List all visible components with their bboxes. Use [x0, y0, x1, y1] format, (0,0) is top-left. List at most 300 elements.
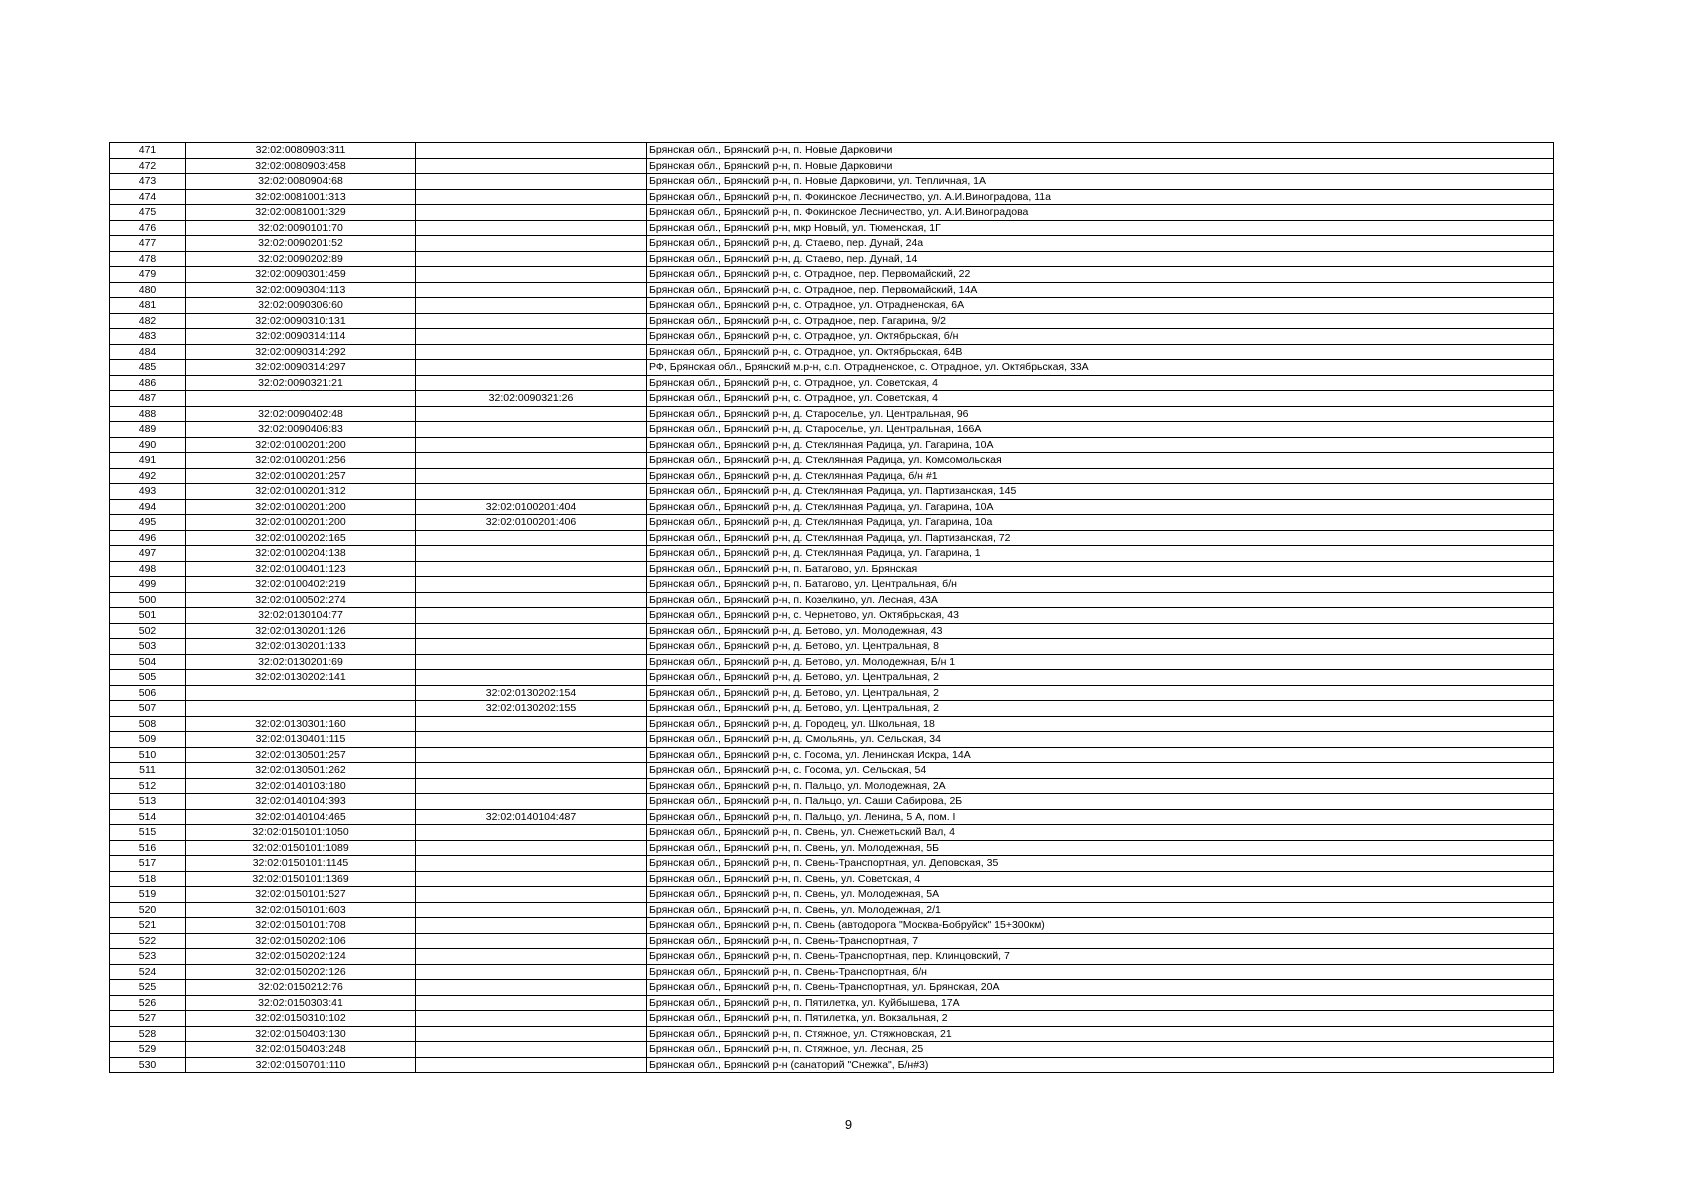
related-cadastral-number-cell	[416, 933, 647, 949]
address-cell: Брянская обл., Брянский р-н, п. Свень, ул. Молодежная, 5А	[647, 887, 1554, 903]
address-cell: Брянская обл., Брянский р-н, мкр Новый, ул. Тюменская, 1Г	[647, 220, 1554, 236]
table-row	[110, 995, 1554, 1011]
address-cell: Брянская обл., Брянский р-н, п. Новые Дарковичи	[647, 143, 1554, 159]
related-cadastral-number-cell	[416, 763, 647, 779]
table-row	[110, 515, 1554, 531]
related-cadastral-number-cell	[416, 902, 647, 918]
address-cell: Брянская обл., Брянский р-н, с. Отрадное, ул. Советская, 4	[647, 375, 1554, 391]
cadastral-number-cell: 32:02:0100201:312	[186, 484, 416, 500]
cadastral-number-cell: 32:02:0100402:219	[186, 577, 416, 593]
table-row	[110, 670, 1554, 686]
related-cadastral-number-cell	[416, 794, 647, 810]
address-cell: Брянская обл., Брянский р-н, д. Смольянь, ул. Сельская, 34	[647, 732, 1554, 748]
table-row	[110, 298, 1554, 314]
table-row	[110, 964, 1554, 980]
row-number-cell: 484	[110, 344, 186, 360]
cadastral-number-cell: 32:02:0100401:123	[186, 561, 416, 577]
address-cell: Брянская обл., Брянский р-н, п. Батагово, ул. Центральная, б/н	[647, 577, 1554, 593]
related-cadastral-number-cell	[416, 856, 647, 872]
address-cell: РФ, Брянская обл., Брянский м.р-н, с.п. Отрадненское, с. Отрадное, ул. Октябрьская, 33А	[647, 360, 1554, 376]
address-cell: Брянская обл., Брянский р-н, д. Староселье, ул. Центральная, 166А	[647, 422, 1554, 438]
cadastral-number-cell: 32:02:0150101:1145	[186, 856, 416, 872]
cadastral-number-cell: 32:02:0090321:21	[186, 375, 416, 391]
cadastral-number-cell: 32:02:0140104:465	[186, 809, 416, 825]
address-cell: Брянская обл., Брянский р-н, с. Чернетово, ул. Октябрьская, 43	[647, 608, 1554, 624]
row-number-cell: 522	[110, 933, 186, 949]
table-row	[110, 654, 1554, 670]
cadastral-number-cell: 32:02:0090201:52	[186, 236, 416, 252]
row-number-cell: 519	[110, 887, 186, 903]
related-cadastral-number-cell	[416, 623, 647, 639]
table-row	[110, 918, 1554, 934]
address-cell: Брянская обл., Брянский р-н, д. Бетово, ул. Центральная, 2	[647, 670, 1554, 686]
cadastral-number-cell: 32:02:0090306:60	[186, 298, 416, 314]
related-cadastral-number-cell	[416, 778, 647, 794]
address-cell: Брянская обл., Брянский р-н, с. Отрадное, ул. Советская, 4	[647, 391, 1554, 407]
cadastral-number-cell: 32:02:0150310:102	[186, 1011, 416, 1027]
table-body	[110, 143, 1554, 1073]
table-row	[110, 437, 1554, 453]
address-cell: Брянская обл., Брянский р-н, п. Стяжное, ул. Стяжновская, 21	[647, 1026, 1554, 1042]
cadastral-number-cell: 32:02:0100201:257	[186, 468, 416, 484]
row-number-cell: 500	[110, 592, 186, 608]
table-row	[110, 220, 1554, 236]
table-row	[110, 809, 1554, 825]
table-row	[110, 282, 1554, 298]
related-cadastral-number-cell	[416, 592, 647, 608]
row-number-cell: 527	[110, 1011, 186, 1027]
related-cadastral-number-cell	[416, 484, 647, 500]
related-cadastral-number-cell	[416, 949, 647, 965]
address-cell: Брянская обл., Брянский р-н, п. Пятилетка, ул. Вокзальная, 2	[647, 1011, 1554, 1027]
address-cell: Брянская обл., Брянский р-н, д. Стеклянная Радица, ул. Гагарина, 1	[647, 546, 1554, 562]
address-cell: Брянская обл., Брянский р-н, д. Староселье, ул. Центральная, 96	[647, 406, 1554, 422]
address-cell: Брянская обл., Брянский р-н, п. Свень-Транспортная, ул. Деповская, 35	[647, 856, 1554, 872]
cadastral-number-cell: 32:02:0081001:313	[186, 189, 416, 205]
table-row	[110, 313, 1554, 329]
related-cadastral-number-cell	[416, 437, 647, 453]
row-number-cell: 498	[110, 561, 186, 577]
row-number-cell: 491	[110, 453, 186, 469]
table-row	[110, 887, 1554, 903]
table-row	[110, 763, 1554, 779]
table-row	[110, 902, 1554, 918]
related-cadastral-number-cell	[416, 220, 647, 236]
address-cell: Брянская обл., Брянский р-н, п. Козелкино, ул. Лесная, 43А	[647, 592, 1554, 608]
cadastral-number-cell: 32:02:0150101:1050	[186, 825, 416, 841]
address-cell: Брянская обл., Брянский р-н, д. Бетово, ул. Центральная, 2	[647, 701, 1554, 717]
address-cell: Брянская обл., Брянский р-н, п. Свень, ул. Снежетьский Вал, 4	[647, 825, 1554, 841]
table-row	[110, 391, 1554, 407]
cadastral-number-cell: 32:02:0150101:1369	[186, 871, 416, 887]
row-number-cell: 487	[110, 391, 186, 407]
row-number-cell: 509	[110, 732, 186, 748]
cadastral-number-cell: 32:02:0150101:527	[186, 887, 416, 903]
related-cadastral-number-cell	[416, 313, 647, 329]
related-cadastral-number-cell: 32:02:0130202:154	[416, 685, 647, 701]
table-row	[110, 1026, 1554, 1042]
related-cadastral-number-cell	[416, 546, 647, 562]
table-row	[110, 453, 1554, 469]
table-row	[110, 856, 1554, 872]
related-cadastral-number-cell	[416, 406, 647, 422]
row-number-cell: 488	[110, 406, 186, 422]
related-cadastral-number-cell: 32:02:0140104:487	[416, 809, 647, 825]
related-cadastral-number-cell	[416, 577, 647, 593]
address-cell: Брянская обл., Брянский р-н, п. Свень (автодорога "Москва-Бобруйск" 15+300км)	[647, 918, 1554, 934]
table-row	[110, 422, 1554, 438]
address-cell: Брянская обл., Брянский р-н, с. Отрадное, пер. Первомайский, 22	[647, 267, 1554, 283]
cadastral-number-cell: 32:02:0150101:1089	[186, 840, 416, 856]
related-cadastral-number-cell	[416, 561, 647, 577]
cadastral-number-cell: 32:02:0130201:133	[186, 639, 416, 655]
table-row	[110, 406, 1554, 422]
row-number-cell: 512	[110, 778, 186, 794]
table-row	[110, 840, 1554, 856]
cadastral-number-cell: 32:02:0090310:131	[186, 313, 416, 329]
address-cell: Брянская обл., Брянский р-н, д. Стеклянная Радица, ул. Гагарина, 10А	[647, 437, 1554, 453]
address-cell: Брянская обл., Брянский р-н, д. Городец, ул. Школьная, 18	[647, 716, 1554, 732]
row-number-cell: 517	[110, 856, 186, 872]
row-number-cell: 496	[110, 530, 186, 546]
address-cell: Брянская обл., Брянский р-н, с. Отрадное, пер. Первомайский, 14А	[647, 282, 1554, 298]
table-row	[110, 251, 1554, 267]
table-row	[110, 329, 1554, 345]
address-cell: Брянская обл., Брянский р-н, п. Пальцо, ул. Молодежная, 2А	[647, 778, 1554, 794]
related-cadastral-number-cell	[416, 251, 647, 267]
table-row	[110, 143, 1554, 159]
related-cadastral-number-cell	[416, 282, 647, 298]
row-number-cell: 490	[110, 437, 186, 453]
address-cell: Брянская обл., Брянский р-н, п. Батагово, ул. Брянская	[647, 561, 1554, 577]
address-cell: Брянская обл., Брянский р-н, п. Пальцо, ул. Саши Сабирова, 2Б	[647, 794, 1554, 810]
row-number-cell: 479	[110, 267, 186, 283]
row-number-cell: 497	[110, 546, 186, 562]
related-cadastral-number-cell	[416, 422, 647, 438]
row-number-cell: 504	[110, 654, 186, 670]
related-cadastral-number-cell	[416, 375, 647, 391]
related-cadastral-number-cell	[416, 1042, 647, 1058]
row-number-cell: 510	[110, 747, 186, 763]
cadastral-number-cell: 32:02:0080903:458	[186, 158, 416, 174]
table-row	[110, 1011, 1554, 1027]
cadastral-number-cell: 32:02:0100201:256	[186, 453, 416, 469]
related-cadastral-number-cell	[416, 980, 647, 996]
table-row	[110, 530, 1554, 546]
row-number-cell: 492	[110, 468, 186, 484]
table-row	[110, 158, 1554, 174]
cadastral-number-cell	[186, 391, 416, 407]
row-number-cell: 473	[110, 174, 186, 190]
related-cadastral-number-cell	[416, 871, 647, 887]
cadastral-number-cell: 32:02:0150403:130	[186, 1026, 416, 1042]
address-cell: Брянская обл., Брянский р-н, п. Свень, ул. Молодежная, 5Б	[647, 840, 1554, 856]
address-cell: Брянская обл., Брянский р-н, с. Отрадное, ул. Октябрьская, 64В	[647, 344, 1554, 360]
row-number-cell: 503	[110, 639, 186, 655]
address-cell: Брянская обл., Брянский р-н, д. Бетово, ул. Молодежная, Б/н 1	[647, 654, 1554, 670]
table-row	[110, 639, 1554, 655]
cadastral-number-cell: 32:02:0150403:248	[186, 1042, 416, 1058]
table-row	[110, 344, 1554, 360]
cadastral-number-cell: 32:02:0130201:126	[186, 623, 416, 639]
cadastral-number-cell: 32:02:0090314:114	[186, 329, 416, 345]
table-row	[110, 360, 1554, 376]
row-number-cell: 472	[110, 158, 186, 174]
cadastral-number-cell: 32:02:0100201:200	[186, 437, 416, 453]
row-number-cell: 514	[110, 809, 186, 825]
address-cell: Брянская обл., Брянский р-н, д. Стеклянная Радица, ул. Гагарина, 10А	[647, 499, 1554, 515]
related-cadastral-number-cell	[416, 995, 647, 1011]
row-number-cell: 502	[110, 623, 186, 639]
address-cell: Брянская обл., Брянский р-н, с. Отрадное, пер. Гагарина, 9/2	[647, 313, 1554, 329]
row-number-cell: 477	[110, 236, 186, 252]
cadastral-number-cell: 32:02:0080904:68	[186, 174, 416, 190]
cadastral-number-cell: 32:02:0100204:138	[186, 546, 416, 562]
address-cell: Брянская обл., Брянский р-н, п. Пальцо, ул. Ленина, 5 А, пом. I	[647, 809, 1554, 825]
related-cadastral-number-cell	[416, 732, 647, 748]
cadastral-number-cell: 32:02:0081001:329	[186, 205, 416, 221]
row-number-cell: 501	[110, 608, 186, 624]
cadastral-number-cell: 32:02:0130202:141	[186, 670, 416, 686]
row-number-cell: 530	[110, 1057, 186, 1073]
cadastral-number-cell: 32:02:0150101:708	[186, 918, 416, 934]
address-cell: Брянская обл., Брянский р-н, д. Стаево, пер. Дунай, 14	[647, 251, 1554, 267]
address-cell: Брянская обл., Брянский р-н, с. Отрадное, ул. Октябрьская, б/н	[647, 329, 1554, 345]
table-row	[110, 484, 1554, 500]
address-cell: Брянская обл., Брянский р-н, д. Бетово, ул. Центральная, 2	[647, 685, 1554, 701]
related-cadastral-number-cell	[416, 174, 647, 190]
related-cadastral-number-cell	[416, 236, 647, 252]
address-cell: Брянская обл., Брянский р-н, д. Стеклянная Радица, ул. Гагарина, 10а	[647, 515, 1554, 531]
cadastral-number-cell: 32:02:0130401:115	[186, 732, 416, 748]
row-number-cell: 525	[110, 980, 186, 996]
row-number-cell: 529	[110, 1042, 186, 1058]
related-cadastral-number-cell	[416, 344, 647, 360]
address-cell: Брянская обл., Брянский р-н, п. Свень, ул. Молодежная, 2/1	[647, 902, 1554, 918]
address-cell: Брянская обл., Брянский р-н, с. Госома, ул. Сельская, 54	[647, 763, 1554, 779]
table-row	[110, 499, 1554, 515]
row-number-cell: 499	[110, 577, 186, 593]
row-number-cell: 485	[110, 360, 186, 376]
cadastral-number-cell: 32:02:0150101:603	[186, 902, 416, 918]
table-row	[110, 236, 1554, 252]
row-number-cell: 508	[110, 716, 186, 732]
address-cell: Брянская обл., Брянский р-н, п. Свень, ул. Советская, 4	[647, 871, 1554, 887]
row-number-cell: 480	[110, 282, 186, 298]
related-cadastral-number-cell: 32:02:0130202:155	[416, 701, 647, 717]
related-cadastral-number-cell	[416, 267, 647, 283]
related-cadastral-number-cell	[416, 205, 647, 221]
row-number-cell: 471	[110, 143, 186, 159]
address-cell: Брянская обл., Брянский р-н, п. Фокинское Лесничество, ул. А.И.Виноградова	[647, 205, 1554, 221]
related-cadastral-number-cell	[416, 1057, 647, 1073]
address-cell: Брянская обл., Брянский р-н, п. Новые Дарковичи, ул. Тепличная, 1А	[647, 174, 1554, 190]
cadastral-number-cell: 32:02:0100201:200	[186, 499, 416, 515]
address-cell: Брянская обл., Брянский р-н, д. Стеклянная Радица, ул. Партизанская, 145	[647, 484, 1554, 500]
row-number-cell: 476	[110, 220, 186, 236]
row-number-cell: 513	[110, 794, 186, 810]
address-cell: Брянская обл., Брянский р-н, п. Стяжное, ул. Лесная, 25	[647, 1042, 1554, 1058]
table-row	[110, 1057, 1554, 1073]
cadastral-number-cell: 32:02:0150701:110	[186, 1057, 416, 1073]
table-row	[110, 732, 1554, 748]
related-cadastral-number-cell	[416, 964, 647, 980]
address-cell: Брянская обл., Брянский р-н, п. Новые Дарковичи	[647, 158, 1554, 174]
cadastral-number-cell: 32:02:0090101:70	[186, 220, 416, 236]
cadastral-number-cell: 32:02:0130501:257	[186, 747, 416, 763]
related-cadastral-number-cell	[416, 747, 647, 763]
address-cell: Брянская обл., Брянский р-н, п. Свень-Транспортная, пер. Клинцовский, 7	[647, 949, 1554, 965]
row-number-cell: 483	[110, 329, 186, 345]
table-row	[110, 747, 1554, 763]
related-cadastral-number-cell	[416, 530, 647, 546]
row-number-cell: 506	[110, 685, 186, 701]
row-number-cell: 505	[110, 670, 186, 686]
address-cell: Брянская обл., Брянский р-н, п. Свень-Транспортная, ул. Брянская, 20А	[647, 980, 1554, 996]
row-number-cell: 494	[110, 499, 186, 515]
related-cadastral-number-cell	[416, 143, 647, 159]
table-row	[110, 871, 1554, 887]
table-row	[110, 375, 1554, 391]
table-row	[110, 592, 1554, 608]
table-row	[110, 189, 1554, 205]
address-cell: Брянская обл., Брянский р-н, д. Бетово, ул. Молодежная, 43	[647, 623, 1554, 639]
row-number-cell: 515	[110, 825, 186, 841]
related-cadastral-number-cell	[416, 1026, 647, 1042]
address-cell: Брянская обл., Брянский р-н, с. Госома, ул. Ленинская Искра, 14А	[647, 747, 1554, 763]
cadastral-number-cell: 32:02:0140104:393	[186, 794, 416, 810]
row-number-cell: 526	[110, 995, 186, 1011]
related-cadastral-number-cell	[416, 158, 647, 174]
row-number-cell: 523	[110, 949, 186, 965]
address-cell: Брянская обл., Брянский р-н (санаторий "Снежка", Б/н#3)	[647, 1057, 1554, 1073]
cadastral-number-cell: 32:02:0090304:113	[186, 282, 416, 298]
table-row	[110, 546, 1554, 562]
cadastral-number-cell: 32:02:0150303:41	[186, 995, 416, 1011]
address-cell: Брянская обл., Брянский р-н, п. Свень-Транспортная, б/н	[647, 964, 1554, 980]
table-row	[110, 778, 1554, 794]
cadastral-number-cell: 32:02:0090314:292	[186, 344, 416, 360]
related-cadastral-number-cell	[416, 670, 647, 686]
address-cell: Брянская обл., Брянский р-н, с. Отрадное, ул. Отрадненская, 6А	[647, 298, 1554, 314]
address-cell: Брянская обл., Брянский р-н, д. Стеклянная Радица, ул. Комсомольская	[647, 453, 1554, 469]
cadastral-number-cell: 32:02:0100202:165	[186, 530, 416, 546]
address-cell: Брянская обл., Брянский р-н, д. Стеклянная Радица, ул. Партизанская, 72	[647, 530, 1554, 546]
row-number-cell: 486	[110, 375, 186, 391]
related-cadastral-number-cell	[416, 654, 647, 670]
table-row	[110, 949, 1554, 965]
table-row	[110, 608, 1554, 624]
row-number-cell: 507	[110, 701, 186, 717]
cadastral-number-cell: 32:02:0150202:106	[186, 933, 416, 949]
table-row	[110, 561, 1554, 577]
table-row	[110, 577, 1554, 593]
row-number-cell: 495	[110, 515, 186, 531]
cadastral-number-cell: 32:02:0130301:160	[186, 716, 416, 732]
address-cell: Брянская обл., Брянский р-н, п. Пятилетка, ул. Куйбышева, 17А	[647, 995, 1554, 1011]
related-cadastral-number-cell	[416, 887, 647, 903]
row-number-cell: 478	[110, 251, 186, 267]
row-number-cell: 493	[110, 484, 186, 500]
row-number-cell: 481	[110, 298, 186, 314]
table-row	[110, 174, 1554, 190]
cadastral-number-cell: 32:02:0150212:76	[186, 980, 416, 996]
related-cadastral-number-cell: 32:02:0090321:26	[416, 391, 647, 407]
related-cadastral-number-cell	[416, 329, 647, 345]
related-cadastral-number-cell	[416, 468, 647, 484]
row-number-cell: 524	[110, 964, 186, 980]
row-number-cell: 528	[110, 1026, 186, 1042]
address-cell: Брянская обл., Брянский р-н, д. Стаево, пер. Дунай, 24а	[647, 236, 1554, 252]
related-cadastral-number-cell	[416, 360, 647, 376]
cadastral-number-cell: 32:02:0090202:89	[186, 251, 416, 267]
table-row	[110, 1042, 1554, 1058]
cadastral-number-cell: 32:02:0130104:77	[186, 608, 416, 624]
row-number-cell: 489	[110, 422, 186, 438]
table-row	[110, 685, 1554, 701]
cadastral-number-cell: 32:02:0080903:311	[186, 143, 416, 159]
cadastral-number-cell: 32:02:0130501:262	[186, 763, 416, 779]
cadastral-number-cell	[186, 701, 416, 717]
cadastral-number-cell: 32:02:0100201:200	[186, 515, 416, 531]
table-row	[110, 933, 1554, 949]
related-cadastral-number-cell	[416, 840, 647, 856]
cadastral-number-cell: 32:02:0150202:126	[186, 964, 416, 980]
table-row	[110, 623, 1554, 639]
address-cell: Брянская обл., Брянский р-н, п. Фокинское Лесничество, ул. А.И.Виноградова, 11а	[647, 189, 1554, 205]
table-row	[110, 267, 1554, 283]
cadastral-number-cell: 32:02:0090402:48	[186, 406, 416, 422]
row-number-cell: 520	[110, 902, 186, 918]
related-cadastral-number-cell	[416, 298, 647, 314]
cadastral-number-cell: 32:02:0130201:69	[186, 654, 416, 670]
related-cadastral-number-cell	[416, 189, 647, 205]
row-number-cell: 511	[110, 763, 186, 779]
related-cadastral-number-cell: 32:02:0100201:406	[416, 515, 647, 531]
related-cadastral-number-cell	[416, 1011, 647, 1027]
related-cadastral-number-cell: 32:02:0100201:404	[416, 499, 647, 515]
page-number: 9	[844, 1117, 853, 1132]
address-cell: Брянская обл., Брянский р-н, п. Свень-Транспортная, 7	[647, 933, 1554, 949]
cadastral-number-cell: 32:02:0090406:83	[186, 422, 416, 438]
cadastral-number-cell: 32:02:0090314:297	[186, 360, 416, 376]
objects-table	[109, 142, 1554, 1073]
row-number-cell: 518	[110, 871, 186, 887]
table-row	[110, 468, 1554, 484]
table-row	[110, 794, 1554, 810]
cadastral-number-cell	[186, 685, 416, 701]
related-cadastral-number-cell	[416, 639, 647, 655]
row-number-cell: 474	[110, 189, 186, 205]
cadastral-number-cell: 32:02:0140103:180	[186, 778, 416, 794]
cadastral-number-cell: 32:02:0090301:459	[186, 267, 416, 283]
table-row	[110, 716, 1554, 732]
related-cadastral-number-cell	[416, 608, 647, 624]
cadastral-number-cell: 32:02:0150202:124	[186, 949, 416, 965]
related-cadastral-number-cell	[416, 716, 647, 732]
related-cadastral-number-cell	[416, 825, 647, 841]
table-row	[110, 205, 1554, 221]
table-row	[110, 980, 1554, 996]
row-number-cell: 475	[110, 205, 186, 221]
address-cell: Брянская обл., Брянский р-н, д. Стеклянная Радица, б/н #1	[647, 468, 1554, 484]
address-cell: Брянская обл., Брянский р-н, д. Бетово, ул. Центральная, 8	[647, 639, 1554, 655]
table-row	[110, 701, 1554, 717]
row-number-cell: 482	[110, 313, 186, 329]
table-row	[110, 825, 1554, 841]
related-cadastral-number-cell	[416, 918, 647, 934]
row-number-cell: 516	[110, 840, 186, 856]
